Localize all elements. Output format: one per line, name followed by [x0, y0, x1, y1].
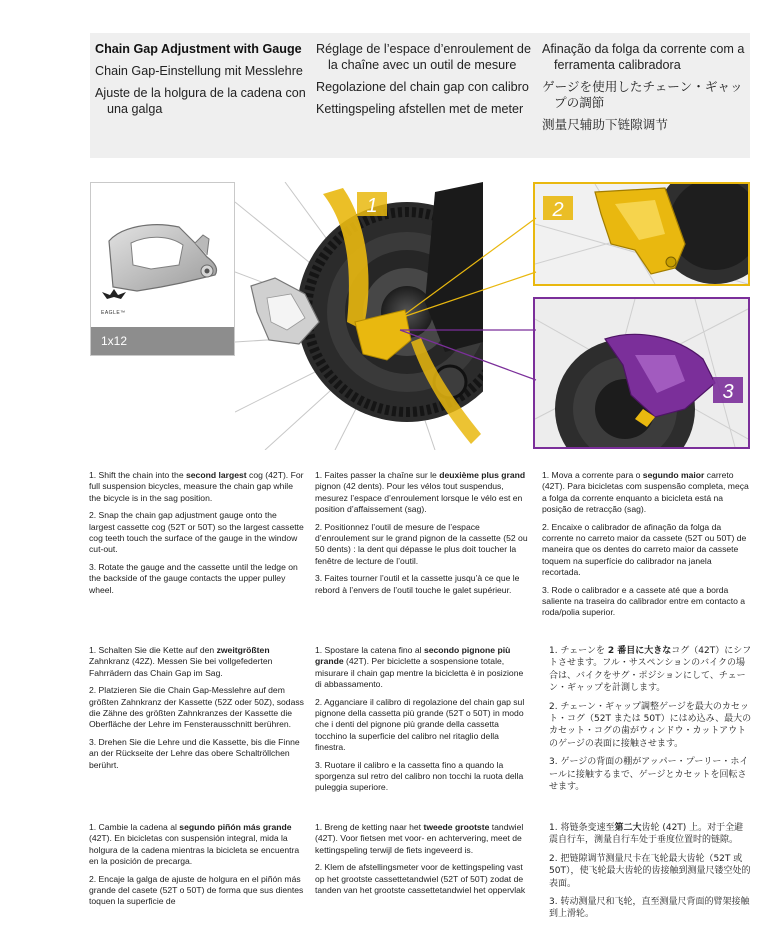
- cassette-gauge-scene: [235, 182, 483, 450]
- zh-step-3: 3. 转动测量尺和飞轮，直至测量尺背面的臂架接触到上滑轮。: [549, 897, 750, 920]
- fr-step-2: 2. Positionnez l’outil de mesure de l’espace d’enroulement sur le grand pignon de la cassette (52 ou 50 dents) : la dent qui dépasse le plus doit toucher la fenêtre de lecture de l’outil.: [315, 521, 528, 566]
- fr-step-1: 1. Faites passer la chaîne sur le deuxième plus grand pignon (42 dents). Pour les vélos tout suspendus, mesurez l’espace d’enroulement lorsque le vélo est en position d’affaissement (sag).: [315, 470, 526, 515]
- title-column-1: [95, 41, 315, 123]
- instructions-zh: [542, 822, 752, 927]
- pt-step-1: 1. Mova a corrente para o segundo maior carreto (42T). Para bicicletas com suspensão completa, meça a folga da corrente enquanto a bicicleta está na posição de retracção (sag).: [542, 470, 749, 515]
- instructions-en: [89, 470, 304, 602]
- gauge-rotated-scene: [535, 299, 748, 447]
- ja-step-2: 2. チェーン・ギャップ調整ゲージを最大のカセット・コグ（52T または 50T）にはめ込み、最大のカセット・コグの歯がウィンドウ・カットアウトのゲージの表面に接触させます。: [549, 701, 752, 749]
- en-step-2: 2. Snap the chain gap adjustment gauge onto the largest cassette cog (52T or 50T) so the largest cassette cog teeth touch the surface of the gauge in the window cut-out.: [89, 510, 304, 555]
- title-es: Ajuste de la holgura de la cadena con una galga: [95, 86, 306, 116]
- nl-step-1: 1. Breng de ketting naar het tweede grootste tandwiel (42T). Voor fietsen met voor- en achtervering, meet de kettingspeling terwijl de fiets ingeveerd is.: [315, 822, 524, 855]
- ja-step-3: 3. ゲージの背面の棚がアッパー・プーリー・ホイールに接触するまで、ゲージとカセットを回転させます。: [549, 757, 749, 793]
- instructions-nl: [315, 822, 530, 902]
- title-pt: Afinação da folga da corrente com a ferramenta calibradora: [542, 42, 745, 72]
- cassette-illustration: [235, 182, 483, 450]
- callout-1: 1: [366, 195, 378, 217]
- instructions-de: [89, 645, 304, 777]
- detail-gauge-rotated: [533, 297, 750, 449]
- ja-step-1: 1. チェーンを 2 番目に大きなコグ（42T）にシフトさせます。フル・サスペンションのバイクの場合は、バイクをサグ・ポジションにして、チェーン・ギャップを計測します。: [549, 646, 752, 694]
- title-zh: 测量尺辅助下链隙调节: [542, 118, 668, 132]
- zh-step-1: 1. 将链条变速至第二大齿轮 (42T) 上。对于全避震自行车，测量自行车处于垂度位置时的链隙。: [549, 823, 744, 846]
- pt-step-3: 3. Rode o calibrador e a cassete até que a borda saliente na traseira do calibrador entre em contacto a roda/polia superior.: [542, 584, 746, 618]
- callout-2: 2: [552, 199, 564, 221]
- de-step-3: 3. Drehen Sie die Lehre und die Kassette, bis die Finne an der Rückseite der Lehre das obere Schaltröllchen berührt.: [89, 736, 300, 770]
- drivetrain-label: 1x12: [91, 327, 234, 355]
- nl-step-2: 2. Klem de afstellingsmeter voor de kettingspeling vast op het grootste cassettetandwiel (52T of 50T) zodat de tanden van het grootste cassettetandwiel het oppervlak: [315, 862, 526, 896]
- fr-step-3: 3. Faites tourner l’outil et la cassette jusqu’à ce que le rebord à l’envers de l’outil touche le galet supérieur.: [315, 573, 520, 595]
- en-step-3: 3. Rotate the gauge and the cassette until the ledge on the backside of the gauge contacts the upper pulley wheel.: [89, 561, 298, 595]
- title-ja: ゲージを使用したチェーン・ギャップの調節: [542, 80, 743, 110]
- gauge-mounted-scene: [535, 184, 748, 284]
- de-step-2: 2. Platzieren Sie die Chain Gap-Messlehre auf dem größten Zahnkranz der Kassette (52Z oder 50Z), sodass die Zähne des größten Zahnkranzes der Kassette die Oberfläche der Lehre im Fensterausschnitt berühren.: [89, 685, 304, 730]
- instructions-pt: [542, 470, 752, 625]
- detail-gauge-mounted: [533, 182, 750, 286]
- title-column-2: [316, 41, 536, 123]
- instructions-es: [89, 822, 304, 914]
- pt-step-2: 2. Encaixe o calibrador de afinação da folga da corrente no carreto maior da cassete (52T ou 50T) de maneira que os dentes do carreto maior da cassete toquem na superfície do calibrador na janela recortada.: [542, 521, 747, 578]
- de-step-1: 1. Schalten Sie die Kette auf den zweitgrößten Zahnkranz (42Z). Messen Sie bei vollgefederten Fahrrädern das Chain Gap im Sag.: [89, 645, 273, 678]
- title-de: Chain Gap-Einstellung mit Messlehre: [95, 64, 303, 78]
- es-step-1: 1. Cambie la cadena al segundo piñón más grande (42T). En bicicletas con suspensión integral, mida la holgura de la cadena mientras la bicicleta se encuentra en la posición de precarga.: [89, 822, 300, 867]
- eagle-label: EAGLE™: [101, 310, 126, 316]
- title-column-3: [542, 41, 747, 139]
- title-fr: Réglage de l’espace d’enroulement de la chaîne avec un outil de mesure: [316, 42, 531, 72]
- gauge-thumbnail: [90, 182, 235, 356]
- title-en: Chain Gap Adjustment with Gauge: [95, 42, 302, 56]
- title-it: Regolazione del chain gap con calibro: [316, 80, 529, 94]
- callout-3: 3: [722, 381, 734, 403]
- it-step-1: 1. Spostare la catena fino al secondo pignone più grande (42T). Per biciclette a sospensione totale, misurare il chain gap mentre la bicicletta è in posizione di abbassamento.: [315, 645, 524, 690]
- title-nl: Kettingspeling afstellen met de meter: [316, 102, 524, 116]
- instructions-fr: [315, 470, 530, 602]
- es-step-2: 2. Encaje la galga de ajuste de holgura en el piñón más grande del casete (52T o 50T) de forma que sus dientes toquen la superficie de: [89, 873, 304, 907]
- eagle-logo-icon: [99, 287, 129, 309]
- zh-step-2: 2. 把链隙调节测量尺卡在飞轮最大齿轮（52T 或 50T），使飞轮最大齿轮的齿接触到测量尺镂空处的表面。: [549, 853, 751, 889]
- en-step-1: 1. Shift the chain into the second largest cog (42T). For full suspension bicycles, measure the chain gap while the bicycle is in the sag position.: [89, 470, 304, 503]
- title-band: [90, 33, 750, 158]
- instructions-it: [315, 645, 530, 800]
- it-step-3: 3. Ruotare il calibro e la cassetta fino a quando la sporgenza sul retro del calibro non tocchi la ruota della puleggia superiore.: [315, 759, 524, 793]
- it-step-2: 2. Agganciare il calibro di regolazione del chain gap sul pignone della cassetta più grande (52T o 50T) in modo che i denti del pignone più grande della cassetta tocchino la superficie del calibro nel ritaglio della finestra.: [315, 696, 525, 753]
- instructions-ja: [542, 645, 752, 799]
